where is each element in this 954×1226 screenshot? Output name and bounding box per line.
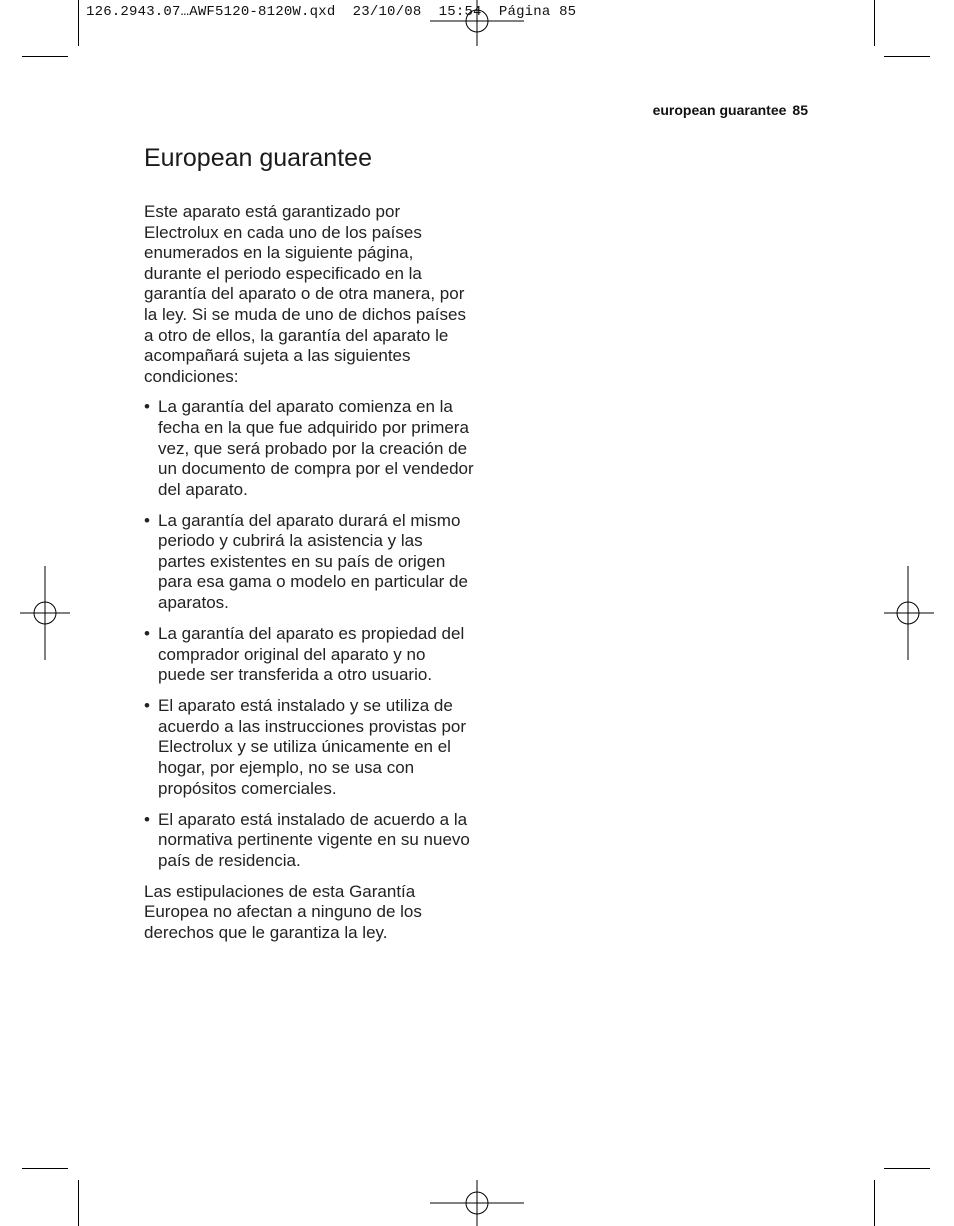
running-head-label: european guarantee bbox=[652, 102, 787, 118]
crop-mark-top-right-horizontal bbox=[884, 56, 930, 57]
crop-mark-bottom-left-horizontal bbox=[22, 1168, 68, 1169]
condition-text: La garantía del aparato comienza en la fecha en la que fue adquirido por primera vez, que será probado por la creación de un documento de compra por el vendedor del aparato. bbox=[158, 397, 474, 499]
condition-item bbox=[144, 810, 474, 872]
registration-mark-left bbox=[20, 566, 70, 660]
condition-item bbox=[144, 397, 474, 500]
crop-mark-top-left-horizontal bbox=[22, 56, 68, 57]
condition-item bbox=[144, 696, 474, 799]
condition-text: El aparato está instalado de acuerdo a la normativa pertinente vigente en su nuevo país de residencia. bbox=[158, 809, 470, 870]
registration-mark-right bbox=[884, 566, 934, 660]
bullet-glyph: • bbox=[144, 696, 150, 716]
conditions-list bbox=[144, 397, 474, 871]
bullet-glyph: • bbox=[144, 397, 150, 417]
registration-mark-top bbox=[430, 0, 524, 48]
condition-text: La garantía del aparato es propiedad del comprador original del aparato y no puede ser transferida a otro usuario. bbox=[158, 624, 465, 685]
condition-item bbox=[144, 624, 474, 686]
crop-mark-bottom-right-horizontal bbox=[884, 1168, 930, 1169]
condition-item bbox=[144, 511, 474, 614]
crop-mark-bottom-right-vertical bbox=[874, 1180, 875, 1226]
bullet-glyph: • bbox=[144, 510, 150, 530]
condition-text: La garantía del aparato durará el mismo periodo y cubrirá la asistencia y las partes existentes en su país de origen para esa gama o modelo en particular de aparatos. bbox=[158, 510, 468, 613]
crop-mark-top-left-vertical bbox=[78, 0, 79, 46]
closing-paragraph: Las estipulaciones de esta Garantía Europea no afectan a ninguno de los derechos que le garantiza la ley. bbox=[144, 881, 422, 942]
condition-text: El aparato está instalado y se utiliza de acuerdo a las instrucciones provistas por Electrolux y se utiliza únicamente en el hogar, por ejemplo, no se usa con propósitos comerciales. bbox=[158, 696, 467, 798]
running-head bbox=[653, 102, 808, 118]
bullet-glyph: • bbox=[144, 809, 150, 829]
registration-mark-bottom bbox=[430, 1180, 524, 1226]
guarantee-body bbox=[144, 202, 474, 954]
crop-mark-top-right-vertical bbox=[874, 0, 875, 46]
intro-paragraph: Este aparato está garantizado por Electrolux en cada uno de los países enumerados en la siguiente página, durante el periodo especificado en la garantía del aparato o de otra manera, por la ley. Si se muda de uno de dichos países a otro de ellos, la garantía del aparato le acompañará sujeta a las siguientes condiciones: bbox=[144, 202, 466, 386]
page-title: European guarantee bbox=[144, 144, 372, 172]
page-number: 85 bbox=[792, 102, 808, 118]
print-slug: 126.2943.07…AWF5120-8120W.qxd 23/10/08 15:54 Página 85 bbox=[86, 4, 577, 20]
crop-mark-bottom-left-vertical bbox=[78, 1180, 79, 1226]
bullet-glyph: • bbox=[144, 624, 150, 644]
